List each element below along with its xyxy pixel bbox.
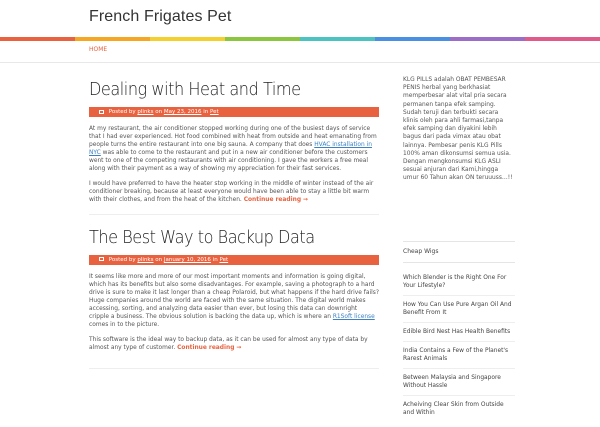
meta-on: on [155,256,163,263]
main-content [89,63,379,382]
post-title[interactable]: Dealing with Heat and Time [89,80,301,100]
post-paragraph [89,180,379,204]
sidebar-link[interactable]: Edible Bird Nest Has Health Benefits [403,328,515,342]
paragraph-text: was able to come to the restaurant and put in a new air conditioner before the customers went to one of the competing restaurants with air conditioning. I gave the workers a free meal along with their payment as a way of showing my appreciation for their fast services. [89,150,369,173]
post-meta-bar [89,107,379,117]
meta-on: on [155,109,163,115]
sidebar-divider [403,241,515,242]
sidebar-promo-text: KLG PILLS adalah OBAT PEMBESAR PENIS herbal yang berkhasiat memperbesar alat vital pria secara permanen tanpa efek samping. Sudah teruji dan terbukti secara klinis oleh para ahli farmasi,tanpa efek samping dan diyakini lebih bagus dari pada vimax atau obat lainnya. Pembesar penis KLG Pills 100% aman dikonsumsi semua usia. Dengan mengkonsumsi KLG ASLI sesuai anjuran dari Kami,hingga umur 60 Tahun akan ON teruuuss…!! [403,77,513,182]
continue-reading-link[interactable]: Continue reading → [177,344,242,351]
post-body [89,125,379,204]
post-divider [89,368,379,369]
post [89,80,379,204]
sidebar-link[interactable]: Between Malaysia and Singapore Without Hassle [403,374,515,396]
paragraph-text: I would have preferred to have the heater stop working in the middle of winter instead of the air conditioner breaking, because at least everyone would have been able to stay a little bit warm with their clothes, and from the heat of the kitchen. [89,180,374,203]
author-link[interactable]: plinks [137,256,154,263]
author-link[interactable]: plinks [137,109,154,115]
meta-prefix: Posted by [108,109,136,115]
date-link[interactable]: May 23, 2016 [163,109,202,115]
nav-item-home[interactable]: HOME [89,46,108,53]
meta-prefix: Posted by [108,256,136,263]
widget-title[interactable]: Cheap Wigs [403,247,439,255]
post-paragraph [89,336,379,352]
sidebar-link-list [403,274,515,422]
post [89,228,379,352]
post-title[interactable]: The Best Way to Backup Data [89,227,315,248]
post-meta-icon [99,257,104,261]
site-header [0,0,600,37]
post-meta-bar [89,255,379,265]
hvac-link[interactable]: HVAC installation in NYC [89,142,373,157]
post-body [89,273,379,352]
paragraph-text: At my restaurant, the air conditioner stopped working during one of the busiest days of service that I had ever experienced. Hot food combined with heat from outside and heat emanating from people turns the entire restaurant into one big sauna. A company that does [89,126,377,149]
post-meta-icon [99,110,104,114]
date-link[interactable]: January 10, 2016 [163,256,211,263]
post-paragraph [89,125,379,174]
site-title[interactable]: French Frigates Pet [89,8,232,25]
meta-in: in [203,109,209,115]
category-link[interactable]: Pet [219,256,229,263]
paragraph-text: This software is the ideal way to backup data, as it can be used for almost any type of data by almost any type of customer. [89,336,368,351]
post-paragraph [89,273,379,330]
sidebar-divider [403,262,515,263]
category-link[interactable]: Pet [209,109,219,115]
paragraph-text: comes in to the picture. [89,322,160,329]
meta-in: in [212,256,218,263]
sidebar-link[interactable]: Which Blender is the Right One For Your Lifestyle? [403,274,515,296]
sidebar-link[interactable]: How You Can Use Pure Argan Oil And Benefit From It [403,301,515,323]
post-divider [89,214,379,215]
r1soft-link[interactable]: R1Soft license [332,314,375,321]
sidebar-link[interactable]: Acheiving Clear Skin from Outside and Within [403,401,504,416]
paragraph-text: It seems like more and more of our most important moments and information is going digital, which has its benefits but also some disadvantages. For example, saving a photograph to a hard drive is sure to make it last longer than a cheap Polaroid, but what happens if the hard drive fails? Huge companies around the world are faced with the same situation. The digital world makes accessing, sorting, and analyzing data easier than ever, but losing this data can downright cripple a business. The obvious solution is backing the data up, which is where an [89,273,379,321]
sidebar [403,63,515,427]
sidebar-link[interactable]: India Contains a Few of the Planet's Rarest Animals [403,347,515,369]
main-navigation [0,41,600,63]
continue-reading-link[interactable]: Continue reading → [243,196,309,203]
